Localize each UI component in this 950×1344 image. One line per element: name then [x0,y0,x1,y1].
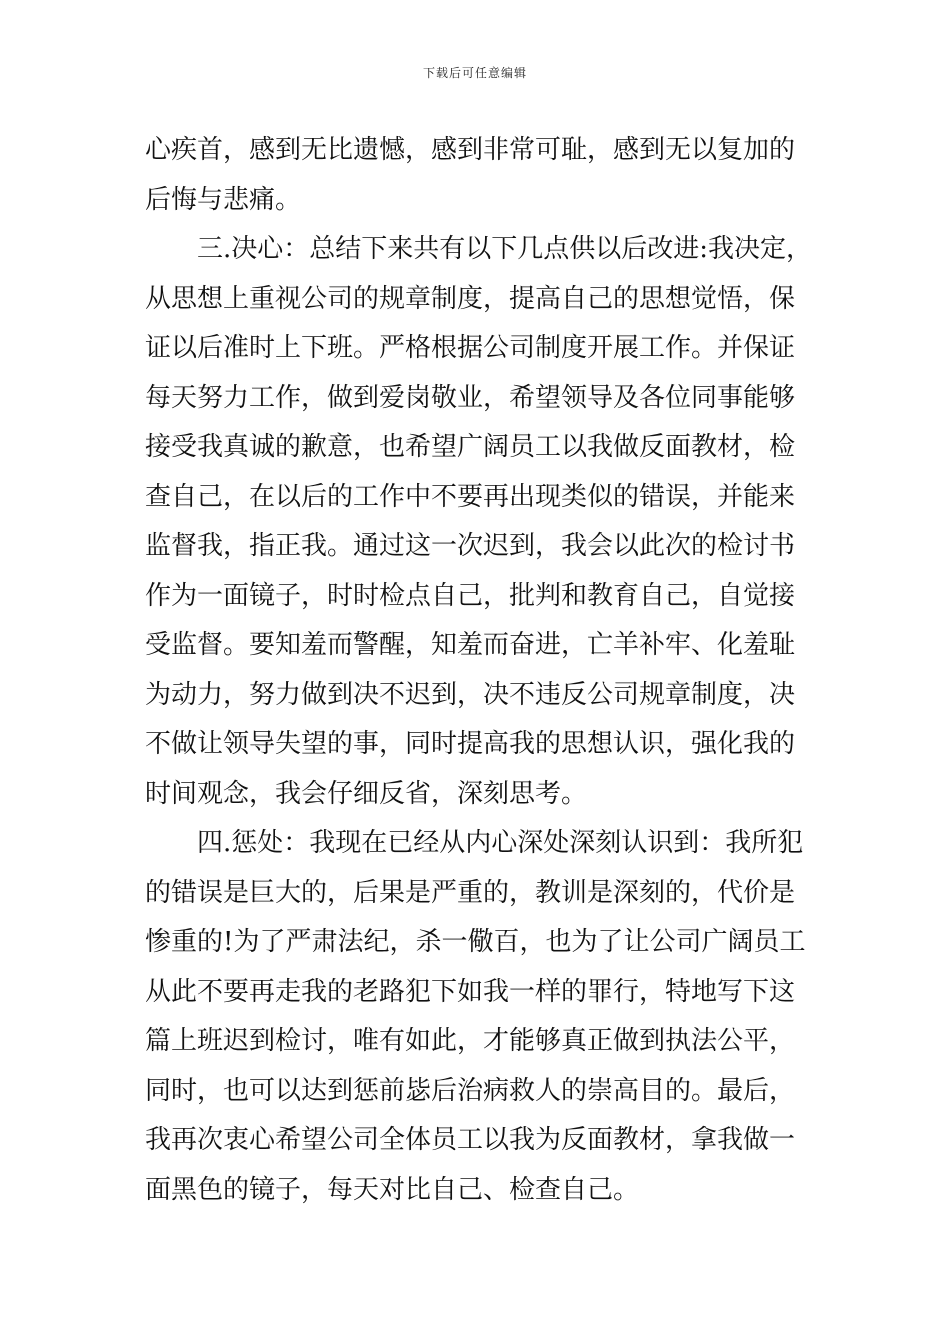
text-line: 三.决心：总结下来共有以下几点供以后改进:我决定， [197,234,813,264]
text-line: 每天努力工作，做到爱岗敬业，希望领导及各位同事能够 [145,382,796,413]
text-line: 四.惩处：我现在已经从内心深处深刻认识到：我所犯 [197,828,804,858]
text-line: 从思想上重视公司的规章制度，提高自己的思想觉悟，保 [145,283,796,314]
text-line: 篇上班迟到检讨，唯有如此，才能够真正做到执法公平， [145,1026,796,1056]
text-line: 我再次衷心希望公司全体员工以我为反面教材，拿我做一 [145,1125,796,1155]
text-line: 惨重的!为了严肃法纪，杀一儆百，也为了让公司广阔员工 [145,927,806,957]
text-line: 面黑色的镜子，每天对比自己、检查自己。 [145,1174,640,1205]
document-body [145,126,825,1215]
text-line: 为动力，努力做到决不迟到，决不违反公司规章制度，决 [145,679,796,710]
text-line: 作为一面镜子，时时检点自己，批判和教育自己，自觉接 [145,580,796,611]
text-line: 受监督。要知羞而警醒，知羞而奋进，亡羊补牢、化羞耻 [145,630,796,660]
text-line: 同时，也可以达到惩前毖后治病救人的崇高目的。最后， [145,1075,796,1106]
text-line: 查自己，在以后的工作中不要再出现类似的错误，并能来 [145,481,796,512]
text-line: 心疾首，感到无比遗憾，感到非常可耻，感到无以复加的 [145,135,796,165]
text-line: 后悔与悲痛。 [145,184,302,215]
text-line: 不做让领导失望的事，同时提高我的思想认识，强化我的 [145,729,796,759]
text-line: 监督我，指正我。通过这一次迟到，我会以此次的检讨书 [145,531,796,561]
page-header: 下载后可任意编辑 [422,66,527,80]
text-line: 的错误是巨大的，后果是严重的，教训是深刻的，代价是 [145,877,796,908]
text-line: 时间观念，我会仔细反省，深刻思考。 [145,778,588,809]
text-line: 证以后准时上下班。严格根据公司制度开展工作。并保证 [145,333,796,363]
text-line: 从此不要再走我的老路犯下如我一样的罪行，特地写下这 [145,976,796,1007]
text-line: 接受我真诚的歉意，也希望广阔员工以我做反面教材，检 [145,432,796,462]
